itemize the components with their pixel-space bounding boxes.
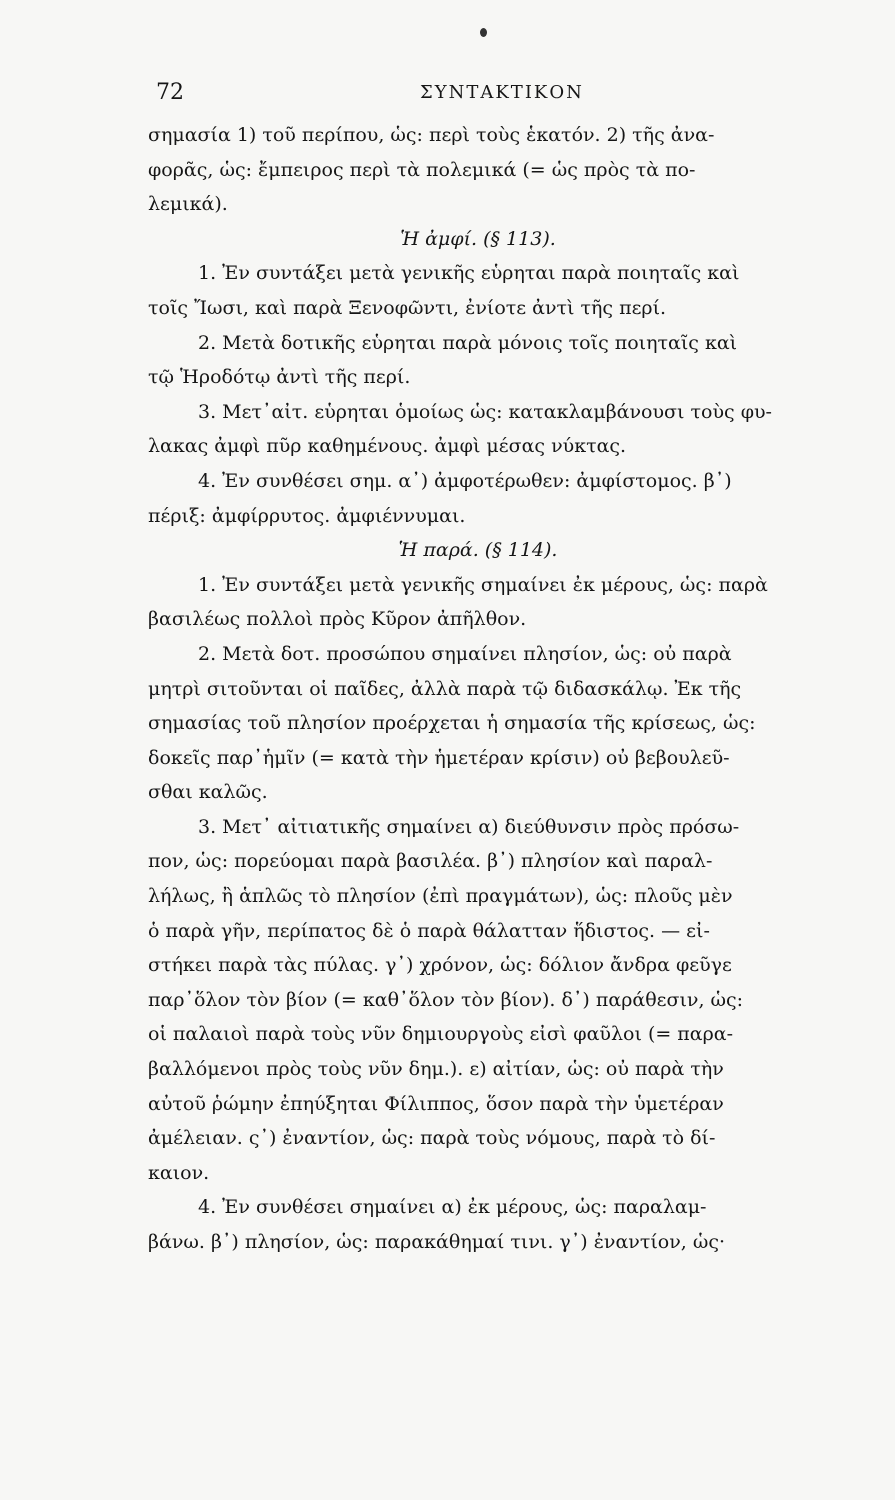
ink-mark	[480, 28, 487, 37]
text-line: σθαι καλῶς.	[148, 781, 268, 804]
text-line: 2. Μετὰ δοτικῆς εὑρηται παρὰ μόνοις τοῖς ποιηταῖς καὶ	[198, 331, 738, 354]
text-line: μητρὶ σιτοῦνται οἱ παῖδες, ἀλλὰ παρὰ τῷ διδασκάλῳ. Ἐκ τῆς	[148, 677, 742, 700]
text-line: λακας ἀμφὶ πῦρ καθημένους. ἀμφὶ μέσας νύκτας.	[148, 435, 627, 458]
text-line: 3. Μετ᾽αἰτ. εὑρηται ὁμοίως ὡς: κατακλαμβάνουσι τοὺς φυ-	[198, 400, 772, 423]
text-line: λήλως, ἢ ἁπλῶς τὸ πλησίον (ἐπὶ πραγμάτων), ὡς: πλοῦς μὲν	[148, 885, 733, 908]
text-line: βάνω. β᾽) πλησίον, ὡς: παρακάθημαί τινι. γ᾽) ἐναντίον, ὡς·	[148, 1231, 726, 1253]
text-line: βασιλέως πολλοὶ πρὸς Κῦρον ἀπῆλθον.	[148, 608, 527, 631]
text-line: 2. Μετὰ δοτ. προσώπου σημαίνει πλησίον, ὡς: οὐ παρὰ	[198, 642, 732, 665]
text-line: σημασία 1) τοῦ περίπου, ὡς: περὶ τοὺς ἑκατόν. 2) τῆς ἀνα-	[148, 124, 715, 146]
text-line: οἱ παλαιοὶ παρὰ τοὺς νῦν δημιουργοὺς εἰσὶ φαῦλοι (= παρα-	[148, 1023, 734, 1046]
text-line: δοκεῖς παρ᾽ἡμῖν (= κατὰ τὴν ἡμετέραν κρίσιν) οὐ βεβουλεῦ-	[148, 746, 730, 769]
text-line: 3. Μετ᾽ αἰτιατικῆς σημαίνει α) διεύθυνσιν πρὸς πρόσω-	[198, 815, 740, 838]
text-line: βαλλόμενοι πρὸς τοὺς νῦν δημ.). ε) αἰτίαν, ὡς: οὐ παρὰ τὴν	[148, 1058, 724, 1081]
text-line: παρ᾽ὅλον τὸν βίον (= καθ᾽ὅλον τὸν βίον). δ᾽) παράθεσιν, ὡς:	[148, 988, 744, 1011]
running-head: ΣΥΝΤΑΚΤΙΚΟΝ	[420, 82, 584, 103]
page-header	[150, 80, 790, 110]
text-line: 4. Ἐν συνθέσει σημ. α᾽) ἀμφοτέρωθεν: ἀμφίστομος. β᾽)	[198, 469, 732, 492]
text-line: σημασίας τοῦ πλησίον προέρχεται ἡ σημασία τῆς κρίσεως, ὡς:	[148, 712, 756, 735]
text-line: τῷ Ἡροδότῳ ἀντὶ τῆς περί.	[148, 366, 411, 389]
text-line: καιον.	[148, 1161, 210, 1184]
text-line: πέριξ: ἀμφίρρυτος. ἀμφιέννυμαι.	[148, 504, 466, 527]
text-line: 1. Ἐν συντάξει μετὰ γενικῆς σημαίνει ἐκ μέρους, ὡς: παρὰ	[198, 573, 768, 596]
section-heading: Ἡ ἀμφί. (§ 113).	[400, 227, 556, 250]
section-heading: Ἡ παρά. (§ 114).	[398, 539, 558, 562]
text-line: ὁ παρὰ γῆν, περίπατος δὲ ὁ παρὰ θάλατταν ἥδιστος. — εἰ-	[148, 919, 710, 942]
text-line: φορᾶς, ὡς: ἔμπειρος περὶ τὰ πολεμικά (= ὡς πρὸς τὰ πο-	[148, 158, 696, 181]
body-text	[148, 118, 848, 1260]
text-line: 4. Ἐν συνθέσει σημαίνει α) ἐκ μέρους, ὡς: παραλαμ-	[198, 1196, 707, 1219]
text-line: τοῖς Ἴωσι, καὶ παρὰ Ξενοφῶντι, ἐνίοτε ἀντὶ τῆς περί.	[148, 296, 667, 319]
text-line: αὐτοῦ ῥώμην ἐπηύξηται Φίλιππος, ὅσον παρὰ τὴν ὑμετέραν	[148, 1092, 724, 1115]
text-line: 1. Ἐν συντάξει μετὰ γενικῆς εὑρηται παρὰ ποιηταῖς καὶ	[198, 262, 740, 285]
text-line: λεμικά).	[148, 193, 228, 216]
text-line: στήκει παρὰ τὰς πύλας. γ᾽) χρόνον, ὡς: δόλιον ἄνδρα φεῦγε	[148, 954, 732, 977]
text-line: ἀμέλειαν. ς᾽) ἐναντίον, ὡς: παρὰ τοὺς νόμους, παρὰ τὸ δί-	[148, 1127, 716, 1150]
text-line: πον, ὡς: πορεύομαι παρὰ βασιλέα. β᾽) πλησίον καὶ παραλ-	[148, 850, 713, 873]
page-number: 72	[156, 80, 184, 105]
